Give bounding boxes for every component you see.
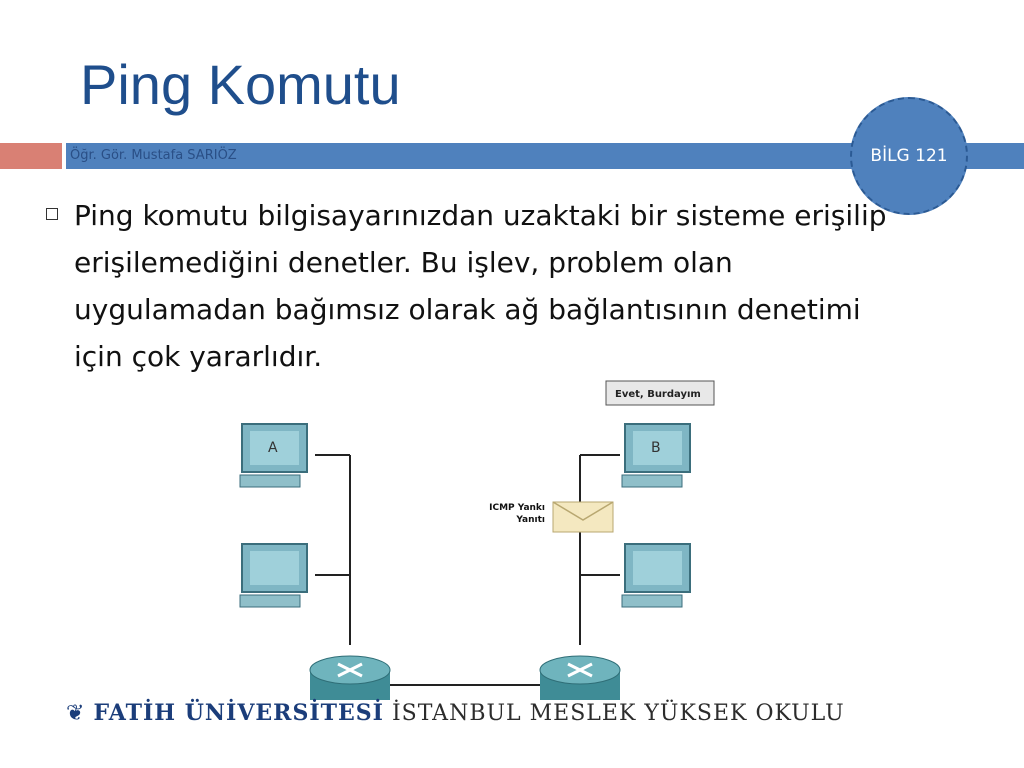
callout-box [606,381,714,405]
accent-bar-red [0,143,62,169]
tulip-icon: ❦ [66,701,86,726]
computer-icon [622,544,690,607]
course-badge-label: BİLG 121 [870,146,948,166]
router-right-icon [540,656,620,700]
host-b-label: B [651,440,661,456]
icmp-label-line1: ICMP Yankı [489,503,545,513]
institution-name: FATİH ÜNİVERSİTESİ [93,700,384,726]
author-label: Öğr. Gör. Mustafa SARIÖZ [70,148,237,163]
host-a-label: A [268,440,278,456]
slide-title: Ping Komutu [80,53,401,116]
callout-text: Evet, Burdayım [615,389,701,400]
network-diagram [220,380,740,710]
computer-a-icon [240,424,307,487]
footer-logo [66,700,845,726]
envelope-icon [553,502,613,532]
school-name: İSTANBUL MESLEK YÜKSEK OKULU [391,701,845,726]
router-left-icon [310,656,390,700]
bullet-text: Ping komutu bilgisayarınızdan uzaktaki bir sisteme erişilip erişilemediğini denetler. Bu işlev, problem olan uygulamadan bağımsız olarak ağ bağlantısının denetimi için çok yararlıdır. [74,199,887,373]
computer-b-icon [622,424,690,487]
icmp-label-line2: Yanıtı [516,515,545,525]
computer-icon [240,544,307,607]
bullet-square-icon [46,208,58,220]
